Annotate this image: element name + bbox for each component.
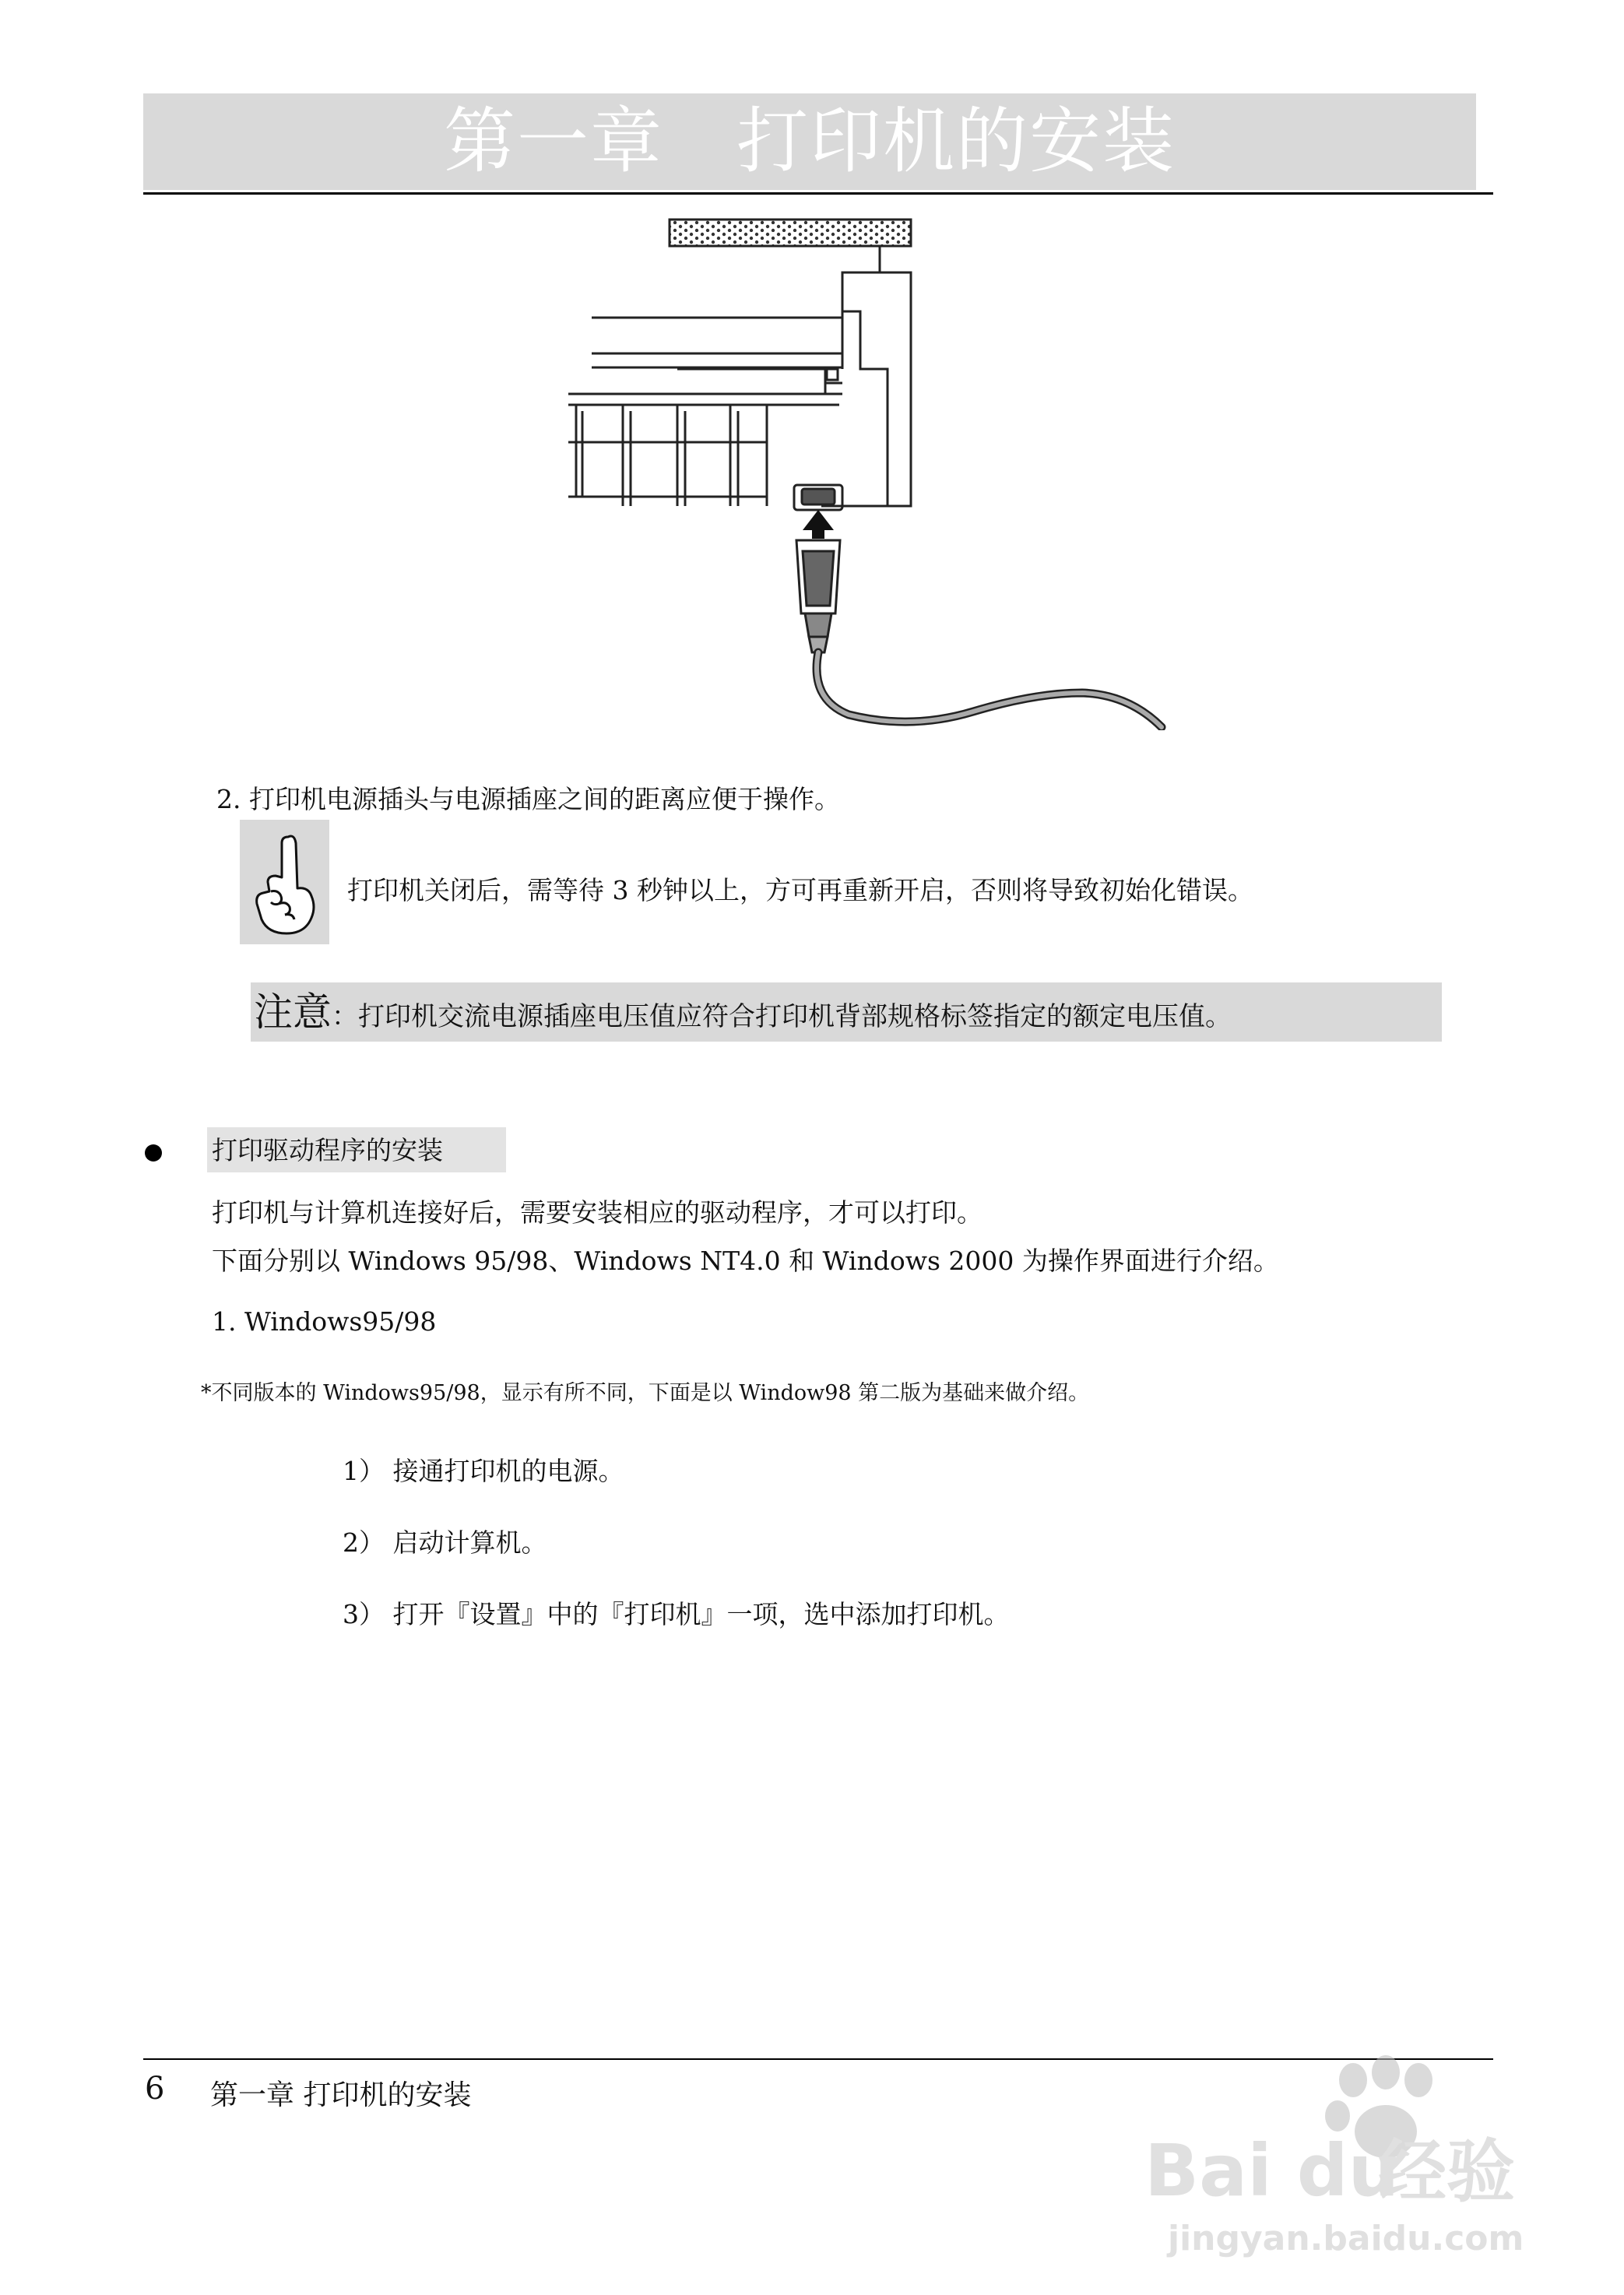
paragraph-1: 打印机与计算机连接好后，需要安装相应的驱动程序，才可以打印。 — [212, 1197, 982, 1228]
step-list-item-1: 1） 接通打印机的电源。 — [343, 1456, 624, 1486]
paragraph-2: 下面分别以 Windows 95/98、Windows NT4.0 和 Windows 2000 为操作界面进行介绍。 — [212, 1246, 1279, 1276]
footer-page-number: 6 — [145, 2071, 165, 2107]
caution-label: 注意 — [254, 989, 332, 1035]
bullet-dot-icon — [145, 1144, 162, 1162]
baidu-watermark — [1144, 2040, 1534, 2273]
printer-power-cord-illustration — [568, 216, 1176, 730]
pointing-hand-icon — [240, 820, 329, 944]
step-list-item-3: 3） 打开『设置』中的『打印机』一项，选中添加打印机。 — [343, 1599, 1010, 1629]
caution-note — [254, 989, 1232, 1045]
tip-icon-box — [240, 820, 329, 944]
subsection-windows9598: 1. Windows95/98 — [212, 1306, 437, 1337]
chapter-title: 第一章 打印机的安装 — [443, 100, 1176, 183]
footer-chapter-title: 第一章 打印机的安装 — [210, 2079, 472, 2111]
watermark-brand: Bai du — [1144, 2129, 1400, 2212]
watermark-product: 经验 — [1378, 2132, 1516, 2212]
caution-text: ：打印机交流电源插座电压值应符合打印机背部规格标签指定的额定电压值。 — [332, 1001, 1232, 1032]
section-heading: 打印驱动程序的安装 — [212, 1135, 443, 1165]
step-2-text: 2. 打印机电源插头与电源插座之间的距离应便于操作。 — [216, 784, 840, 814]
tip-text: 打印机关闭后，需等待 3 秒钟以上，方可再重新开启，否则将导致初始化错误。 — [347, 875, 1253, 905]
watermark-url: jingyan.baidu.com — [1168, 2219, 1524, 2258]
step-list-item-2: 2） 启动计算机。 — [343, 1527, 547, 1558]
version-note: *不同版本的 Windows95/98，显示有所不同，下面是以 Window98 第二版为基础来做介绍。 — [201, 1381, 1090, 1405]
header-rule — [143, 192, 1493, 195]
